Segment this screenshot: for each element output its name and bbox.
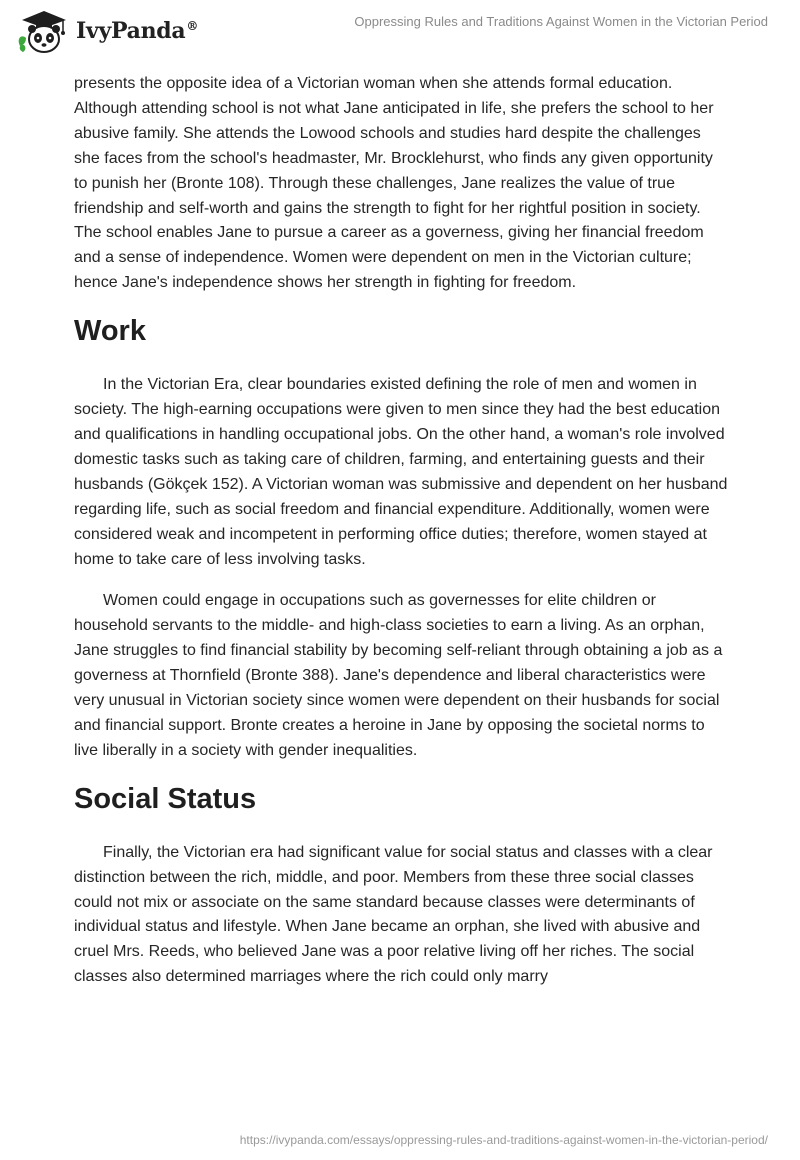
brand-name: IvyPanda® — [76, 18, 199, 44]
work-paragraph-2: Women could engage in occupations such as governesses for elite children or household servants to the middle- and high-class societies to earn a living. As an orphan, Jane struggles to find financial stability by becoming self-reliant through obtaining a job as a governess at Thornfield (Bronte 388). Jane's dependence and liberal characteristics were very unusual in Victorian society since women were dependent on their husbands for social and financial support. Bronte creates a heroine in Jane by opposing the societal norms to live liberally in a society with gender inequalities. — [74, 592, 723, 759]
ivypanda-logo[interactable] — [14, 8, 198, 54]
social-status-paragraph-1: Finally, the Victorian era had significant value for social status and classes with a clear distinction between the rich, middle, and poor. Members from these three social classes could not mix or associate on the same standard because classes were determinants of individual status and lifestyle. When Jane became an orphan, she lived with abusive and cruel Mrs. Reeds, who believed Jane was a poor relative living off her riches. The social classes also determined marriages where the rich could only marry — [74, 843, 713, 986]
section-heading-social-status: Social Status — [74, 782, 257, 815]
panda-graduate-icon — [14, 8, 70, 54]
section-heading-work: Work — [74, 315, 146, 348]
intro-paragraph: presents the opposite idea of a Victorian woman when she attends formal education. Although attending school is not what Jane anticipated in life, she prefers the school to her abusive family. She attends the Lowood schools and studies hard despite the challenges she faces from the school's headmaster, Mr. Brocklehurst, who finds any given opportunity to punish her (Bronte 108). Through these challenges, Jane realizes the value of true friendship and self-worth and gains the strength to fight for her rightful position in society. The school enables Jane to pursue a career as a governess, giving her financial freedom and a sense of independence. Women were dependent on men in the Victorian culture; hence Jane's independence shows her strength in fighting for freedom. — [74, 75, 714, 292]
source-url[interactable]: https://ivypanda.com/essays/oppressing-rules-and-traditions-against-women-in-the-victorian-period/ — [239, 1133, 768, 1147]
essay-body — [74, 72, 730, 1007]
work-paragraph-1: In the Victorian Era, clear boundaries existed defining the role of men and women in society. The high-earning occupations were given to men since they had the best education and qualifications in handling occupational jobs. On the other hand, a woman's role involved domestic tasks such as taking care of children, farming, and entertaining guests and their husbands (Gökçek 152). A Victorian woman was submissive and dependent on her husband regarding life, such as social freedom and financial expenditure. Additionally, women were considered weak and incompetent in performing office duties; therefore, women stayed at home to take care of less involving tasks. — [74, 376, 728, 568]
page-header — [0, 0, 800, 70]
document-title: Oppressing Rules and Traditions Against Women in the Victorian Period — [354, 14, 768, 29]
